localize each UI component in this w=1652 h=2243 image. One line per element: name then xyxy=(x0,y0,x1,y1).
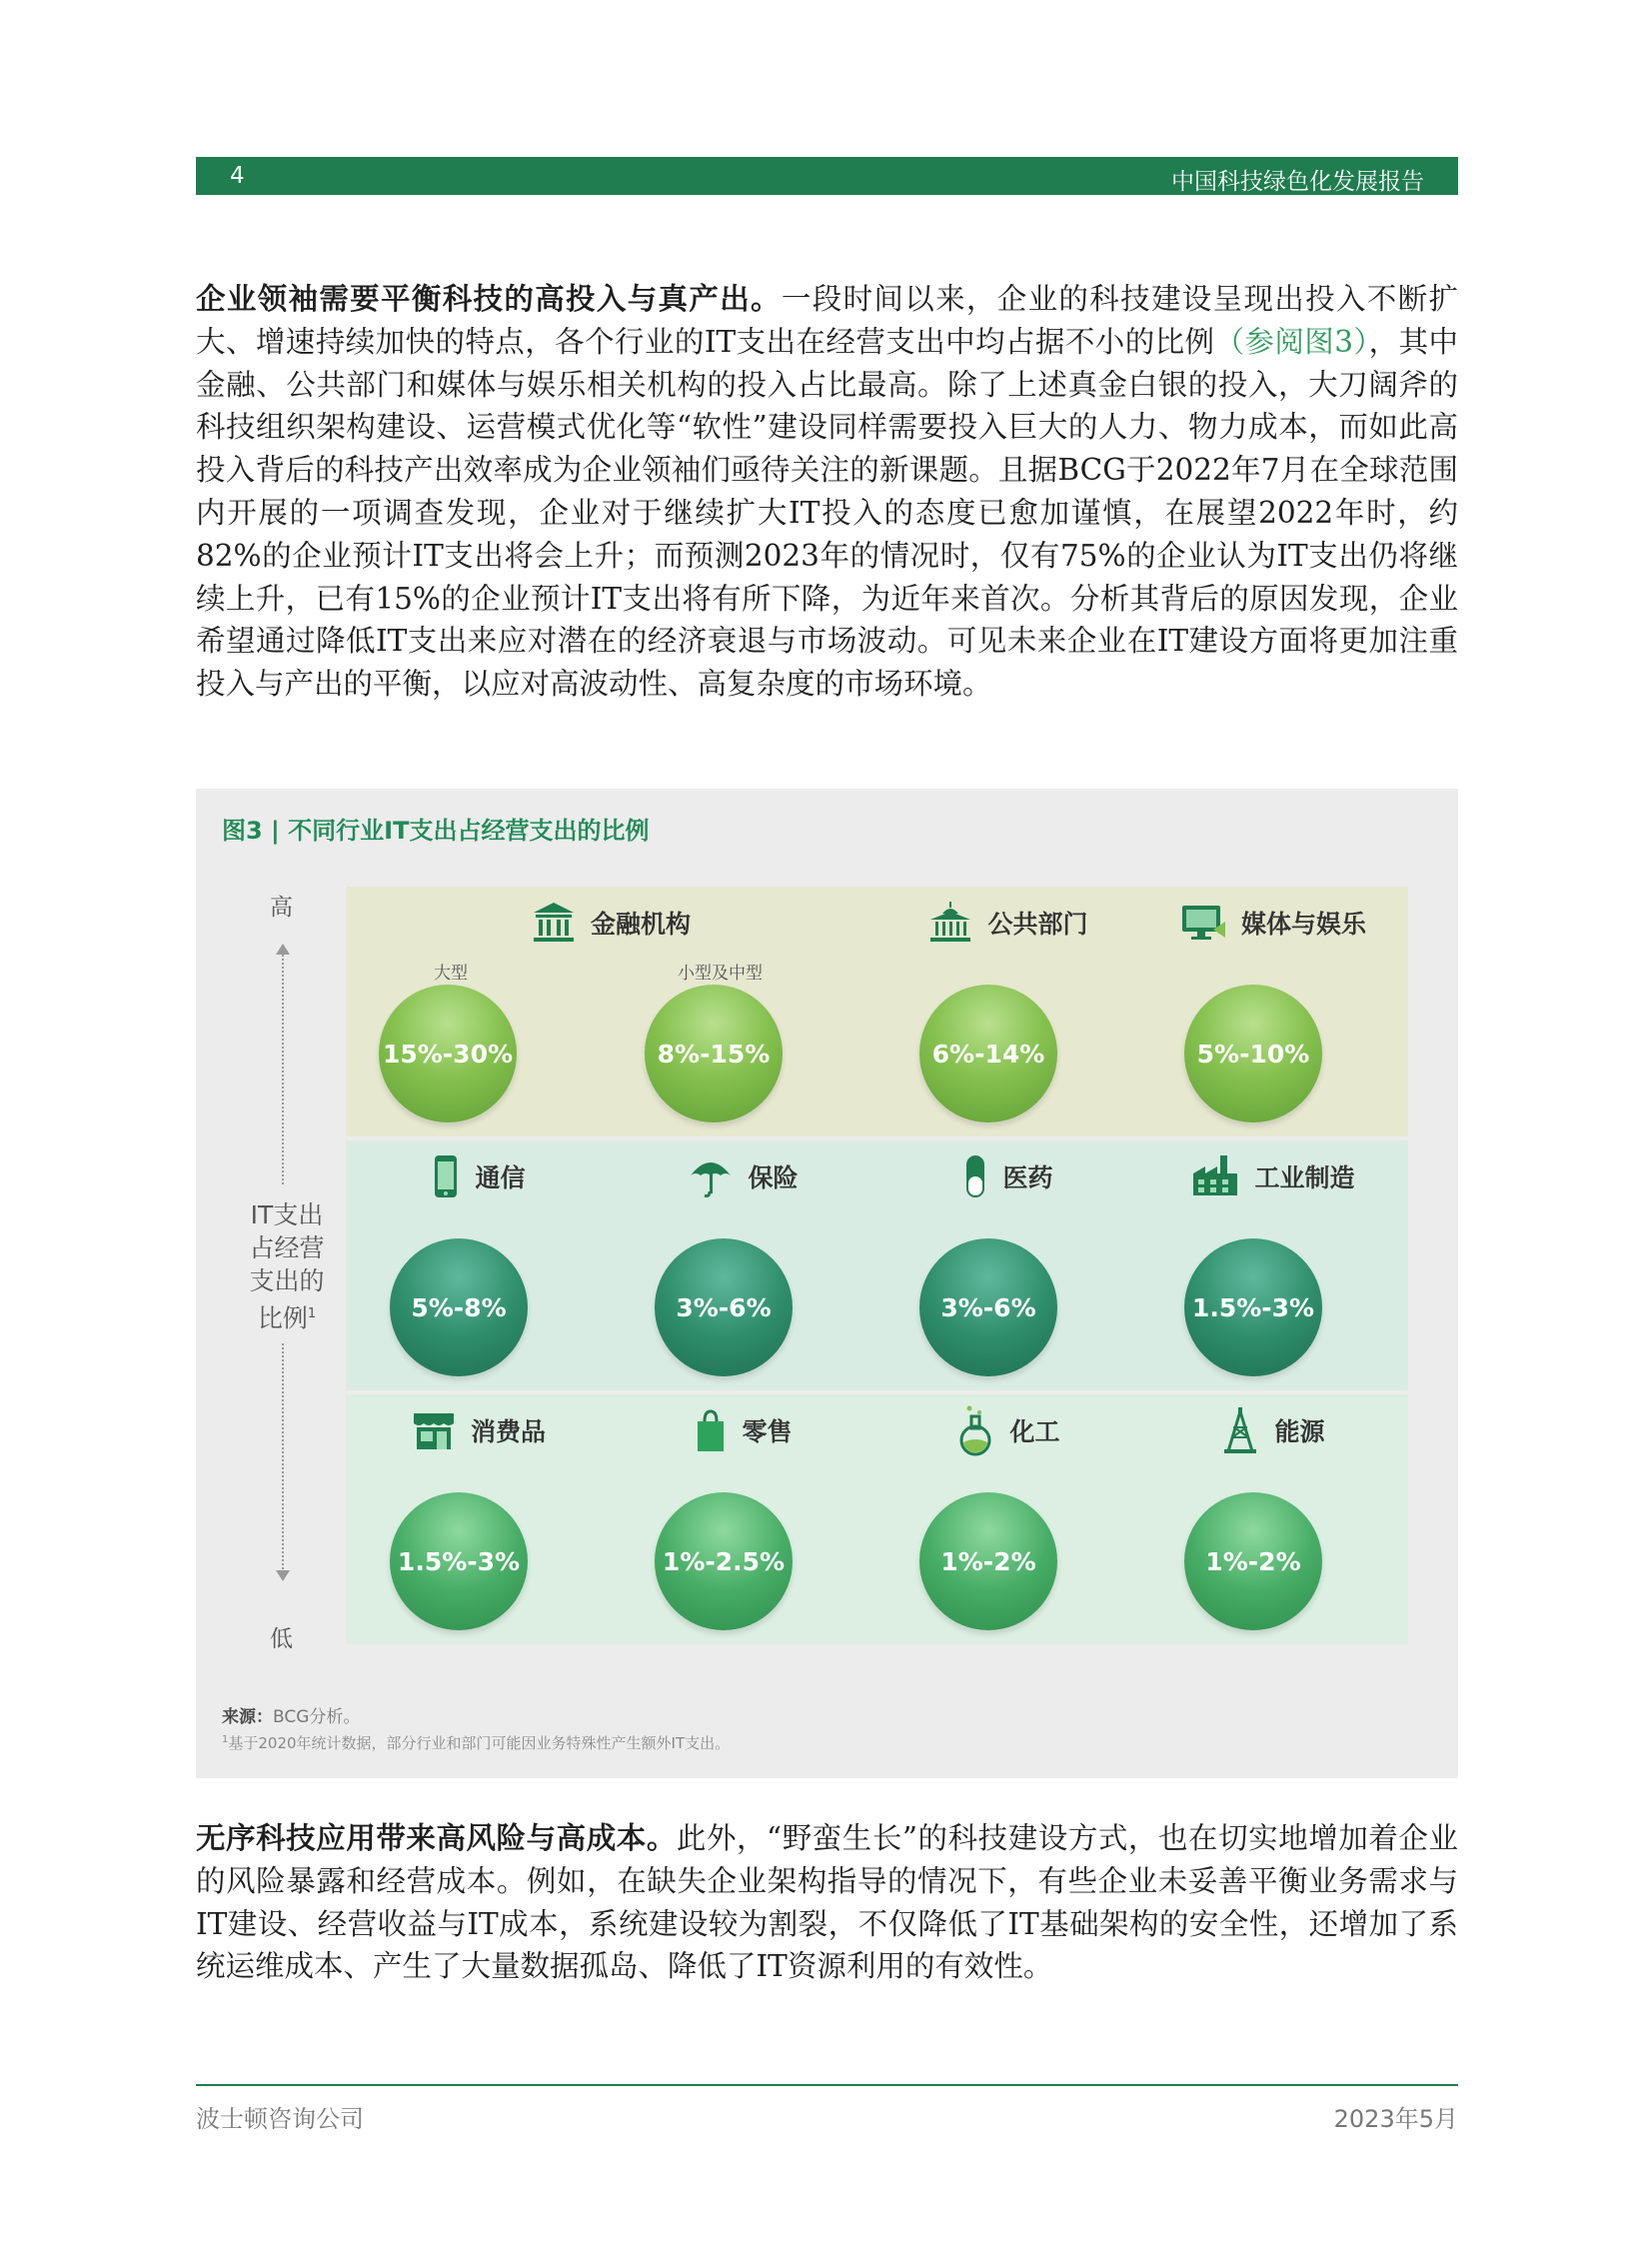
band-high xyxy=(346,887,1408,1136)
industry-name: 工业制造 xyxy=(1254,1163,1355,1192)
page-number: 4 xyxy=(230,163,245,189)
industry-header xyxy=(875,901,1140,945)
bank-icon xyxy=(531,900,577,946)
industry-name: 能源 xyxy=(1274,1417,1325,1446)
axis-title-line: 支出的 xyxy=(249,1266,325,1295)
axis-title-line: 比例$^1$ xyxy=(257,1303,317,1333)
industry-header xyxy=(1140,901,1405,945)
value-bubble: 3%-6% xyxy=(655,1238,793,1376)
mobile-phone-icon xyxy=(431,1153,461,1199)
axis-arrow-up-icon xyxy=(276,944,290,955)
figure-source: 来源：BCG分析。 xyxy=(222,1707,361,1727)
paragraph-lead: 无序科技应用带来高风险与高成本。 xyxy=(196,1820,677,1855)
body-paragraph-2 xyxy=(196,1817,1458,1988)
industry-cell-chemicals xyxy=(875,1394,1140,1644)
industry-name: 医药 xyxy=(1002,1163,1053,1192)
factory-icon xyxy=(1190,1153,1240,1199)
industry-cell-manufacturing xyxy=(1140,1140,1405,1390)
value-bubble: 6%-14% xyxy=(919,985,1057,1122)
figure-title: 图3 | 不同行业IT支出占经营支出的比例 xyxy=(222,817,650,845)
storefront-icon xyxy=(411,1407,457,1453)
page-header xyxy=(196,157,1458,195)
footer-divider xyxy=(196,2084,1458,2086)
government-building-icon xyxy=(927,900,973,946)
axis-line-bottom xyxy=(282,1343,284,1569)
shopping-bag-icon xyxy=(694,1407,728,1453)
industry-name: 金融机构 xyxy=(590,910,691,939)
footer-date: 2023年5月 xyxy=(1333,2105,1458,2133)
industry-header xyxy=(1140,1408,1405,1452)
band-middle xyxy=(346,1140,1408,1390)
industry-cell-pharma xyxy=(875,1140,1140,1390)
industry-name: 通信 xyxy=(475,1163,526,1192)
industry-header xyxy=(875,1154,1140,1198)
figure-3 xyxy=(196,789,1458,1778)
body-paragraph-1 xyxy=(196,278,1458,706)
band-low xyxy=(346,1394,1408,1644)
industry-header xyxy=(346,901,875,945)
axis-low-label: 低 xyxy=(270,1626,293,1652)
sublabel-small-medium: 小型及中型 xyxy=(678,964,763,984)
value-bubble: 3%-6% xyxy=(919,1238,1057,1376)
industry-cell-energy xyxy=(1140,1394,1405,1644)
industry-cell-retail xyxy=(611,1394,875,1644)
axis-title xyxy=(232,1198,342,1334)
paragraph-lead: 企业领袖需要平衡科技的高投入与真产出。 xyxy=(196,281,782,316)
figure-footnote: $^1$基于2020年统计数据，部分行业和部门可能因业务特殊性产生额外IT支出。 xyxy=(222,1734,731,1752)
sublabel-large: 大型 xyxy=(434,964,468,984)
industry-header xyxy=(1140,1154,1405,1198)
value-bubble: 15%-30% xyxy=(379,985,517,1122)
industry-cell-finance xyxy=(346,887,875,1136)
value-bubble: 1%-2.5% xyxy=(655,1492,793,1630)
paragraph-text: 一段时间以来，企业的科技建设呈现出投入不断扩大、增速持续加快的特点，各个行业的IT支出在经营支出中均占据不小的比例 xyxy=(196,282,1458,359)
industry-header xyxy=(875,1408,1140,1452)
figure-reference-link[interactable]: （参阅图3） xyxy=(1214,324,1369,359)
industry-name: 公共部门 xyxy=(987,910,1088,939)
footer-company: 波士顿咨询公司 xyxy=(196,2105,364,2133)
industry-name: 零售 xyxy=(742,1417,793,1446)
industry-cell-public-sector xyxy=(875,887,1140,1136)
value-bubble: 5%-10% xyxy=(1184,985,1322,1122)
paragraph-text: ，其中金融、公共部门和媒体与娱乐相关机构的投入占比最高。除了上述真金白银的投入，大刀阔斧的科技组织架构建设、运营模式优化等“软性”建设同样需要投入巨大的人力、物力成本，而如此高投入背后的科技产出效率成为企业领袖们亟待关注的新课题。且据BCG于2022年7月在全球范围内开展的一项调查发现，企业对于继续扩大IT投入的态度已愈加谨慎，在展望2022年时，约82%的企业预计IT支出将会上升；而预测2023年的情况时，仅有75%的企业认为IT支出仍将继续上升，已有15%的企业预计IT支出将有所下降，为近年来首次。分析其背后的原因发现，企业希望通过降低IT支出来应对潜在的经济衰退与市场波动。可见未来企业在IT建设方面将更加注重投入与产出的平衡，以应对高波动性、高复杂度的市场环境。 xyxy=(196,324,1458,702)
industry-name: 化工 xyxy=(1009,1417,1060,1446)
industry-cell-insurance xyxy=(611,1140,875,1390)
industry-header xyxy=(611,1154,875,1198)
industry-cell-consumer-goods xyxy=(346,1394,611,1644)
umbrella-icon xyxy=(688,1153,734,1199)
industry-header xyxy=(611,1408,875,1452)
monitor-icon xyxy=(1179,900,1227,946)
axis-title-footnote-mark: 1 xyxy=(307,1306,317,1321)
value-bubble: 8%-15% xyxy=(645,985,783,1122)
oil-derrick-icon xyxy=(1220,1405,1260,1455)
industry-name: 媒体与娱乐 xyxy=(1240,910,1366,939)
value-bubble: 1%-2% xyxy=(1184,1492,1322,1630)
axis-high-label: 高 xyxy=(270,895,293,921)
flask-icon xyxy=(955,1404,995,1456)
axis-title-line: IT支出 xyxy=(250,1200,324,1229)
value-bubble: 5%-8% xyxy=(390,1238,528,1376)
paragraph-text: 此外，“野蛮生长”的科技建设方式，也在切实地增加着企业的风险暴露和经营成本。例如，在缺失企业架构指导的情况下，有些企业未妥善平衡业务需求与IT建设、经营收益与IT成本，系统建设较为割裂，不仅降低了IT基础架构的安全性，还增加了系统运维成本、产生了大量数据孤岛、降低了IT资源利用的有效性。 xyxy=(196,1821,1458,1984)
value-bubble: 1.5%-3% xyxy=(1184,1238,1322,1376)
value-bubble: 1%-2% xyxy=(919,1492,1057,1630)
industry-header xyxy=(346,1154,611,1198)
axis-line-top xyxy=(282,955,284,1184)
industry-name: 消费品 xyxy=(470,1417,546,1446)
value-bubble: 1.5%-3% xyxy=(390,1492,528,1630)
industry-cell-media xyxy=(1140,887,1405,1136)
pill-capsule-icon xyxy=(962,1153,988,1199)
industry-header xyxy=(346,1408,611,1452)
report-title: 中国科技绿色化发展报告 xyxy=(1171,169,1424,195)
axis-arrow-down-icon xyxy=(276,1570,290,1581)
industry-name: 保险 xyxy=(748,1163,799,1192)
axis-title-line: 占经营 xyxy=(249,1233,325,1262)
industry-cell-telecom xyxy=(346,1140,611,1390)
